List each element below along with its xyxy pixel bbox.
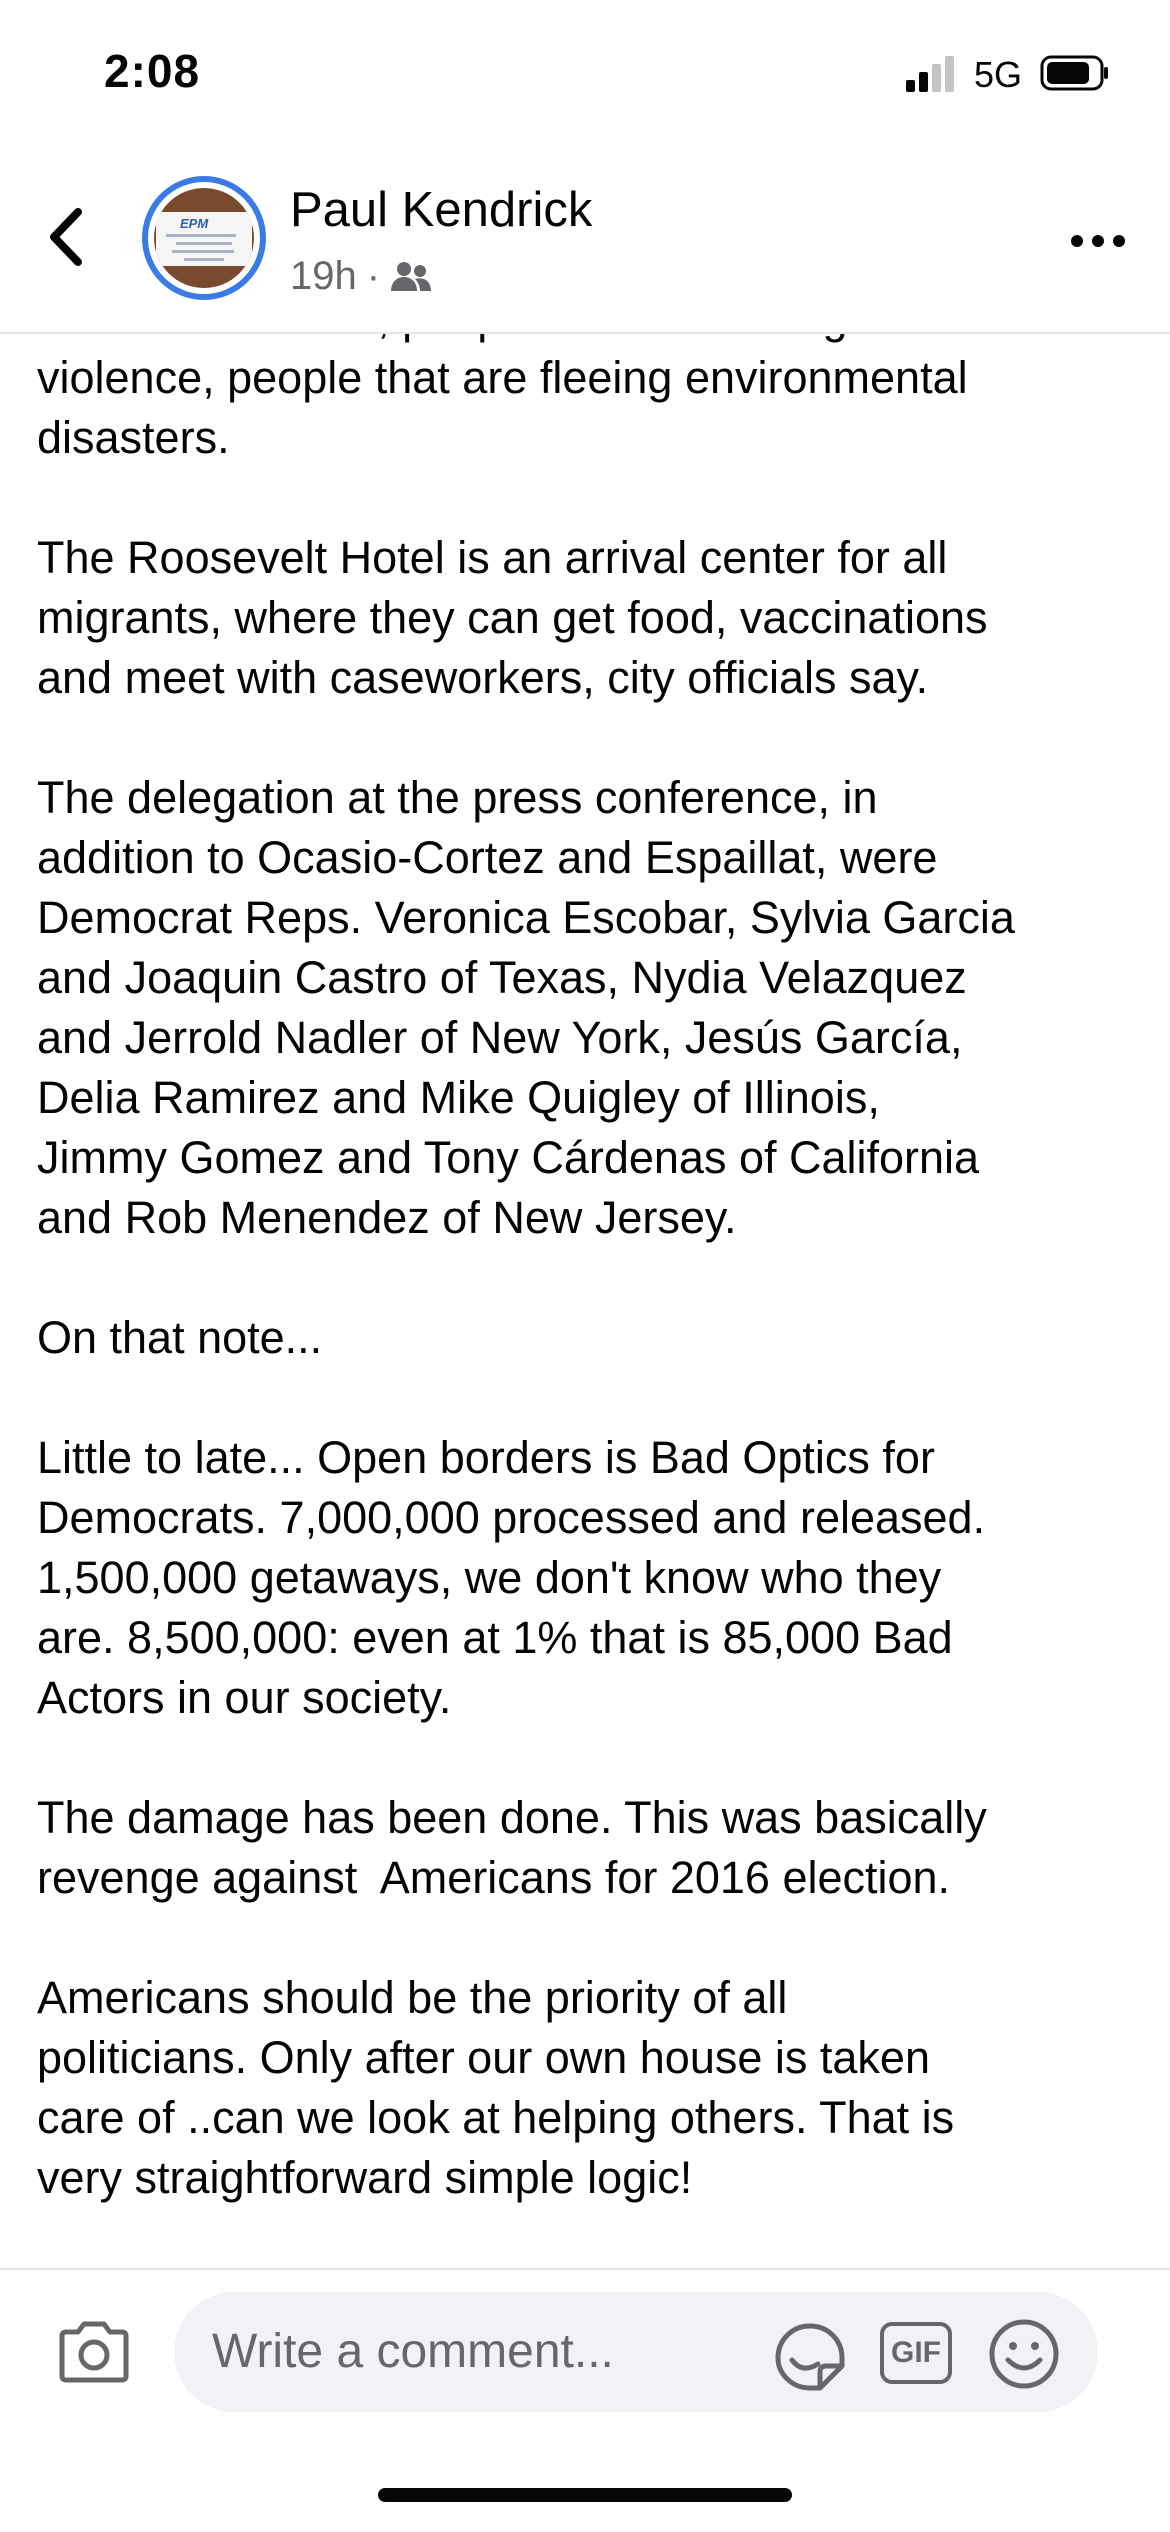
post-body: [37, 288, 1137, 2268]
more-dots-icon[interactable]: [1070, 234, 1126, 248]
post-line: and meet with caseworkers, city officials say.: [37, 652, 929, 703]
post-paragraph: [37, 1308, 1137, 1368]
chevron-left-icon[interactable]: [44, 204, 94, 270]
post-paragraph: [37, 768, 1137, 1248]
business-card-image: [156, 212, 252, 266]
card-line: [176, 242, 232, 245]
post-paragraph: [37, 1788, 1137, 1908]
post-line: and Joaquin Castro of Texas, Nydia Velazquez: [37, 952, 967, 1003]
avatar-image: [154, 188, 254, 288]
sticker-icon[interactable]: [772, 2320, 848, 2394]
post-line: disasters.: [37, 412, 230, 463]
post-line: Actors in our society.: [37, 1672, 452, 1723]
card-line: [184, 258, 224, 261]
post-meta: [290, 254, 432, 299]
post-header: [0, 150, 1170, 334]
post-line: addition to Ocasio-Cortez and Espaillat, were: [37, 832, 938, 883]
post-line: and Jerrold Nadler of New York, Jesús García,: [37, 1012, 963, 1063]
post-line: On that note...: [37, 1312, 323, 1363]
card-line: [166, 234, 236, 237]
comment-input[interactable]: [212, 2316, 732, 2386]
post-time[interactable]: 19h: [290, 254, 357, 298]
home-indicator[interactable]: [378, 2488, 792, 2502]
card-line: [172, 250, 234, 253]
post-line: care of ..can we look at helping others. That is: [37, 2092, 955, 2143]
author-name[interactable]: Paul Kendrick: [290, 183, 593, 237]
post-line: violence, people that are fleeing environmental: [37, 352, 968, 403]
avatar[interactable]: [142, 176, 266, 300]
post-line: and Rob Menendez of New Jersey.: [37, 1192, 737, 1243]
gif-button[interactable]: GIF: [880, 2322, 952, 2384]
post-line: Jimmy Gomez and Tony Cárdenas of California: [37, 1132, 980, 1183]
comment-box[interactable]: [174, 2292, 1098, 2412]
post-paragraph: [37, 1968, 1137, 2208]
camera-icon[interactable]: [56, 2318, 132, 2384]
post-line: politicians. Only after our own house is taken: [37, 2032, 930, 2083]
signal-bars-icon: [906, 56, 956, 92]
post-line: Democrats. 7,000,000 processed and released.: [37, 1492, 986, 1543]
post-line: very straightforward simple logic!: [37, 2152, 693, 2203]
post-line: The damage has been done. This was basically: [37, 1792, 987, 1843]
post-line: revenge against Americans for 2016 election.: [37, 1852, 951, 1903]
post-paragraph: [37, 1428, 1137, 1728]
post-line: 1,500,000 getaways, we don't know who they: [37, 1552, 942, 1603]
status-time: 2:08: [104, 45, 201, 97]
friends-icon[interactable]: [390, 261, 432, 293]
post-line: The Roosevelt Hotel is an arrival center for all: [37, 532, 948, 583]
post-line: The delegation at the press conference, in: [37, 772, 878, 823]
post-line: Delia Ramirez and Mike Quigley of Illinois,: [37, 1072, 880, 1123]
post-line: migrants, where they can get food, vaccinations: [37, 592, 988, 643]
post-line: are. 8,500,000: even at 1% that is 85,000 Bad: [37, 1612, 953, 1663]
meta-separator: ·: [366, 254, 381, 298]
post-line: Democrat Reps. Veronica Escobar, Sylvia Garcia: [37, 892, 1015, 943]
status-bar: [0, 0, 1170, 150]
battery-icon: [1040, 55, 1110, 91]
post-line: Little to late... Open borders is Bad Optics for: [37, 1432, 935, 1483]
post-paragraph: [37, 528, 1137, 708]
emoji-icon[interactable]: [988, 2318, 1060, 2390]
network-label: 5G: [974, 54, 1023, 95]
avatar-logo: EPM: [180, 216, 209, 231]
post-line: Americans should be the priority of all: [37, 1972, 788, 2023]
comment-bar: [0, 2268, 1170, 2428]
